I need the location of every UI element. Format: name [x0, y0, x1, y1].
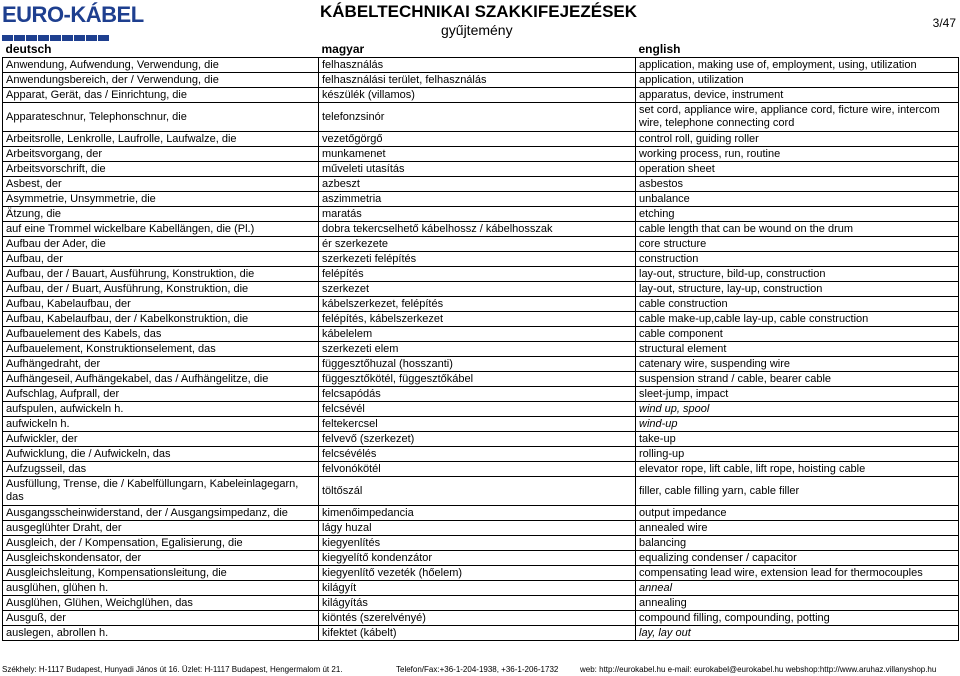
table-row: [3, 372, 959, 387]
footer-phone: Telefon/Fax:+36-1-204-1938, +36-1-206-1732: [396, 665, 559, 674]
cell-english: lay, lay out: [636, 626, 959, 641]
cell-english: lay-out, structure, bild-up, construction: [636, 267, 959, 282]
cell-english: cable construction: [636, 297, 959, 312]
cell-english: apparatus, device, instrument: [636, 88, 959, 103]
footer-web: web: http://eurokabel.hu e-mail: eurokabel@eurokabel.hu webshop:http://www.aruhaz.villanyshop.hu: [580, 665, 937, 674]
company-logo: EURO-KÁBEL: [2, 2, 144, 27]
cell-hungarian: kiöntés (szerelvényé): [319, 611, 636, 626]
cell-hungarian: feltekercsel: [319, 417, 636, 432]
cell-german: Aufbau, der: [3, 252, 319, 267]
cell-hungarian: munkamenet: [319, 147, 636, 162]
cell-german: ausglühen, glühen h.: [3, 581, 319, 596]
cell-german: Anwendungsbereich, der / Verwendung, die: [3, 73, 319, 88]
cell-hungarian: felépítés: [319, 267, 636, 282]
table-row: [3, 222, 959, 237]
cell-hungarian: kiegyenlítő vezeték (hőelem): [319, 566, 636, 581]
table-row: [3, 477, 959, 506]
cell-hungarian: dobra tekercselhető kábelhossz / kábelhosszak: [319, 222, 636, 237]
cell-german: Aufschlag, Aufprall, der: [3, 387, 319, 402]
table-row: [3, 103, 959, 132]
cell-german: Ausguß, der: [3, 611, 319, 626]
table-row: [3, 521, 959, 536]
table-row: [3, 566, 959, 581]
table-row: [3, 551, 959, 566]
table-row: [3, 432, 959, 447]
table-row: [3, 297, 959, 312]
cell-german: Aufzugsseil, das: [3, 462, 319, 477]
table-row: [3, 417, 959, 432]
cell-hungarian: felépítés, kábelszerkezet: [319, 312, 636, 327]
cell-hungarian: szerkezeti felépítés: [319, 252, 636, 267]
logo-underline: [2, 28, 120, 34]
cell-german: auslegen, abrollen h.: [3, 626, 319, 641]
cell-english: balancing: [636, 536, 959, 551]
cell-english: working process, run, routine: [636, 147, 959, 162]
cell-hungarian: vezetőgörgő: [319, 132, 636, 147]
table-row: [3, 192, 959, 207]
cell-german: auf eine Trommel wickelbare Kabellängen, die (Pl.): [3, 222, 319, 237]
cell-hungarian: ér szerkezete: [319, 237, 636, 252]
table-row: [3, 177, 959, 192]
footer-address: Székhely: H-1117 Budapest, Hunyadi János út 16. Üzlet: H-1117 Budapest, Hengermalom út 21.: [2, 665, 343, 674]
cell-english: elevator rope, lift cable, lift rope, hoisting cable: [636, 462, 959, 477]
cell-hungarian: függesztőhuzal (hosszanti): [319, 357, 636, 372]
cell-english: control roll, guiding roller: [636, 132, 959, 147]
cell-german: Aufbau, der / Buart, Ausführung, Konstruktion, die: [3, 282, 319, 297]
table-row: [3, 611, 959, 626]
cell-english: anneal: [636, 581, 959, 596]
cell-hungarian: kábelszerkezet, felépítés: [319, 297, 636, 312]
cell-english: application, utilization: [636, 73, 959, 88]
cell-hungarian: kilágyít: [319, 581, 636, 596]
table-row: [3, 207, 959, 222]
cell-hungarian: szerkezet: [319, 282, 636, 297]
cell-german: Aufwicklung, die / Aufwickeln, das: [3, 447, 319, 462]
cell-german: Anwendung, Aufwendung, Verwendung, die: [3, 58, 319, 73]
page-header: [0, 0, 960, 42]
table-row: [3, 327, 959, 342]
table-row: [3, 88, 959, 103]
cell-english: output impedance: [636, 506, 959, 521]
cell-german: Ausgleichskondensator, der: [3, 551, 319, 566]
table-row: [3, 462, 959, 477]
cell-english: asbestos: [636, 177, 959, 192]
cell-english: rolling-up: [636, 447, 959, 462]
cell-german: Asbest, der: [3, 177, 319, 192]
cell-german: Ausgleichsleitung, Kompensationsleitung, die: [3, 566, 319, 581]
cell-german: Ausglühen, Glühen, Weichglühen, das: [3, 596, 319, 611]
column-header-english: english: [636, 42, 959, 58]
cell-english: annealed wire: [636, 521, 959, 536]
cell-hungarian: aszimmetria: [319, 192, 636, 207]
cell-german: ausgeglühter Draht, der: [3, 521, 319, 536]
cell-english: equalizing condenser / capacitor: [636, 551, 959, 566]
cell-english: operation sheet: [636, 162, 959, 177]
table-header-row: [3, 42, 959, 58]
cell-hungarian: azbeszt: [319, 177, 636, 192]
cell-hungarian: kimenőimpedancia: [319, 506, 636, 521]
column-header-hungarian: magyar: [319, 42, 636, 58]
cell-english: wind-up: [636, 417, 959, 432]
cell-hungarian: szerkezeti elem: [319, 342, 636, 357]
table-row: [3, 536, 959, 551]
cell-english: sleet-jump, impact: [636, 387, 959, 402]
table-row: [3, 447, 959, 462]
table-row: [3, 357, 959, 372]
cell-german: Aufbau, der / Bauart, Ausführung, Konstruktion, die: [3, 267, 319, 282]
cell-german: Aufhängeseil, Aufhängekabel, das / Aufhängelitze, die: [3, 372, 319, 387]
cell-english: take-up: [636, 432, 959, 447]
cell-hungarian: felcsévél: [319, 402, 636, 417]
table-row: [3, 162, 959, 177]
page-number: 3/47: [932, 16, 956, 30]
glossary-table: [2, 42, 959, 641]
cell-german: Ausfüllung, Trense, die / Kabelfüllungarn, Kabeleinlagegarn, das: [3, 477, 319, 506]
table-row: [3, 596, 959, 611]
cell-english: structural element: [636, 342, 959, 357]
table-row: [3, 402, 959, 417]
cell-german: Ätzung, die: [3, 207, 319, 222]
cell-hungarian: felhasználási terület, felhasználás: [319, 73, 636, 88]
table-row: [3, 626, 959, 641]
table-row: [3, 506, 959, 521]
cell-german: Aufbau der Ader, die: [3, 237, 319, 252]
cell-english: compound filling, compounding, potting: [636, 611, 959, 626]
cell-german: Asymmetrie, Unsymmetrie, die: [3, 192, 319, 207]
cell-english: cable make-up,cable lay-up, cable construction: [636, 312, 959, 327]
cell-english: application, making use of, employment, using, utilization: [636, 58, 959, 73]
cell-german: Aufbau, Kabelaufbau, der / Kabelkonstruktion, die: [3, 312, 319, 327]
cell-english: lay-out, structure, lay-up, construction: [636, 282, 959, 297]
cell-german: Apparat, Gerät, das / Einrichtung, die: [3, 88, 319, 103]
cell-hungarian: kilágyítás: [319, 596, 636, 611]
cell-german: Arbeitsrolle, Lenkrolle, Laufrolle, Laufwalze, die: [3, 132, 319, 147]
cell-hungarian: telefonzsinór: [319, 103, 636, 132]
column-header-german: deutsch: [3, 42, 319, 58]
cell-english: core structure: [636, 237, 959, 252]
cell-german: Aufbau, Kabelaufbau, der: [3, 297, 319, 312]
cell-german: Ausgangsscheinwiderstand, der / Ausgangsimpedanz, die: [3, 506, 319, 521]
cell-english: wind up, spool: [636, 402, 959, 417]
cell-english: cable component: [636, 327, 959, 342]
cell-english: set cord, appliance wire, appliance cord, ficture wire, intercom wire, telephone connecting cord: [636, 103, 959, 132]
cell-german: aufwickeln h.: [3, 417, 319, 432]
table-row: [3, 252, 959, 267]
cell-hungarian: kiegyelítő kondenzátor: [319, 551, 636, 566]
table-row: [3, 342, 959, 357]
cell-german: Aufbauelement, Konstruktionselement, das: [3, 342, 319, 357]
cell-hungarian: kifektet (kábelt): [319, 626, 636, 641]
cell-hungarian: felvonókötél: [319, 462, 636, 477]
cell-english: etching: [636, 207, 959, 222]
table-row: [3, 132, 959, 147]
table-row: [3, 73, 959, 88]
cell-german: Aufbauelement des Kabels, das: [3, 327, 319, 342]
cell-hungarian: kiegyenlítés: [319, 536, 636, 551]
cell-english: compensating lead wire, extension lead for thermocouples: [636, 566, 959, 581]
cell-english: catenary wire, suspending wire: [636, 357, 959, 372]
cell-hungarian: felvevő (szerkezet): [319, 432, 636, 447]
table-row: [3, 267, 959, 282]
cell-hungarian: műveleti utasítás: [319, 162, 636, 177]
cell-hungarian: maratás: [319, 207, 636, 222]
table-row: [3, 282, 959, 297]
cell-english: suspension strand / cable, bearer cable: [636, 372, 959, 387]
document-title: KÁBELTECHNIKAI SZAKKIFEJEZÉSEK: [320, 2, 638, 21]
cell-german: Aufhängedraht, der: [3, 357, 319, 372]
table-row: [3, 58, 959, 73]
cell-hungarian: függesztőkötél, függesztőkábel: [319, 372, 636, 387]
table-row: [3, 147, 959, 162]
cell-english: cable length that can be wound on the drum: [636, 222, 959, 237]
table-row: [3, 387, 959, 402]
table-row: [3, 237, 959, 252]
cell-german: aufspulen, aufwickeln h.: [3, 402, 319, 417]
document-subtitle: gyűjtemény: [441, 22, 513, 38]
cell-hungarian: kábelelem: [319, 327, 636, 342]
cell-english: unbalance: [636, 192, 959, 207]
cell-german: Arbeitsvorschrift, die: [3, 162, 319, 177]
cell-hungarian: felcsapódás: [319, 387, 636, 402]
cell-hungarian: lágy huzal: [319, 521, 636, 536]
cell-english: construction: [636, 252, 959, 267]
cell-german: Aufwickler, der: [3, 432, 319, 447]
cell-english: annealing: [636, 596, 959, 611]
cell-english: filler, cable filling yarn, cable filler: [636, 477, 959, 506]
cell-hungarian: felhasználás: [319, 58, 636, 73]
table-row: [3, 581, 959, 596]
cell-german: Arbeitsvorgang, der: [3, 147, 319, 162]
cell-hungarian: felcsévélés: [319, 447, 636, 462]
cell-german: Apparateschnur, Telephonschnur, die: [3, 103, 319, 132]
cell-hungarian: készülék (villamos): [319, 88, 636, 103]
cell-german: Ausgleich, der / Kompensation, Egalisierung, die: [3, 536, 319, 551]
table-row: [3, 312, 959, 327]
cell-hungarian: töltőszál: [319, 477, 636, 506]
